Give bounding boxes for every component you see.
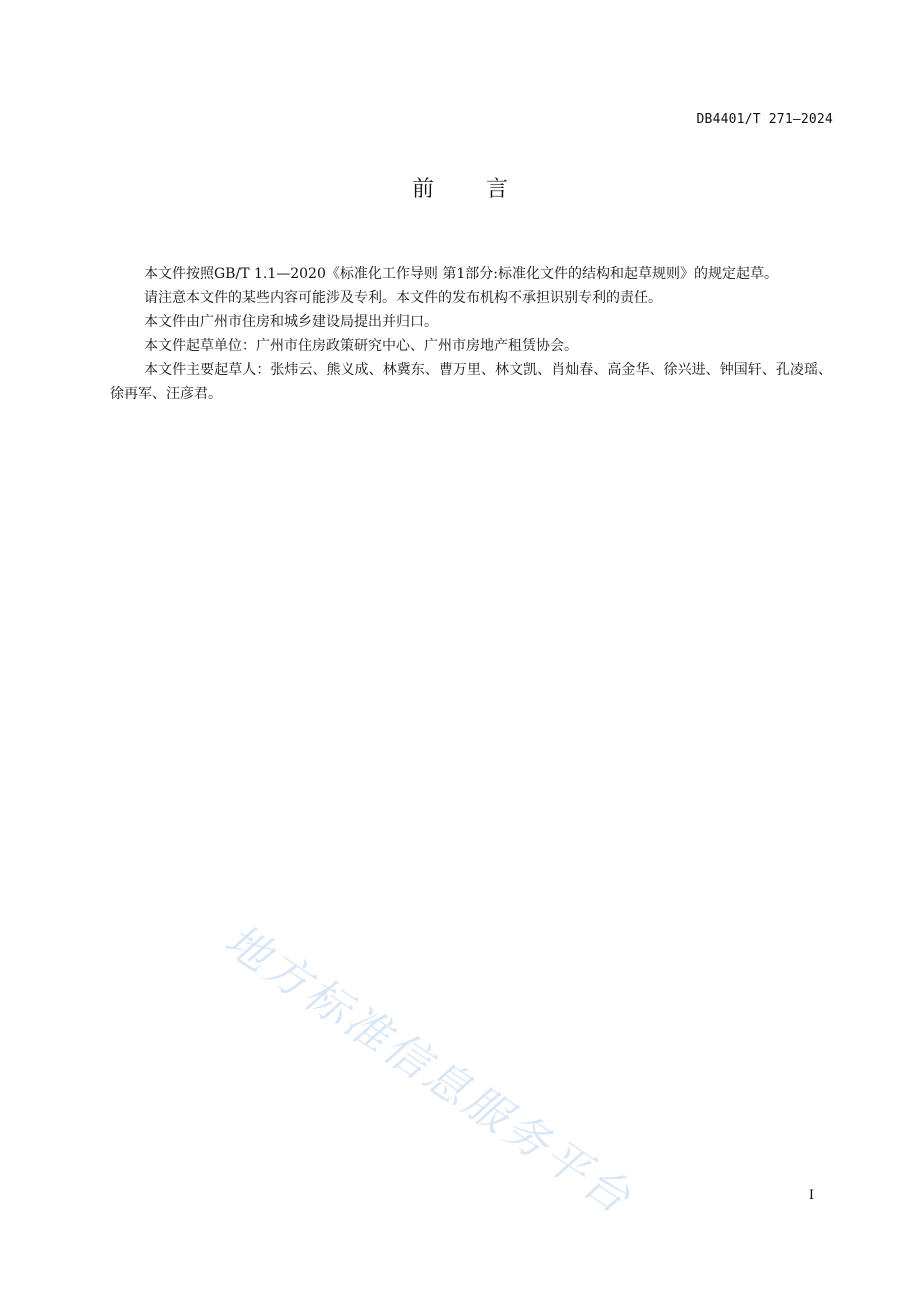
paragraph-drafters: 本文件主要起草人：张炜云、熊义成、林冀东、曹万里、林文凯、肖灿春、高金华、徐兴进、钟国轩、孔凌瑶、徐再军、汪彦君。 [110, 362, 832, 402]
page-title: 前言 [411, 177, 560, 202]
watermark-text: 地方标准信息服务平台 [215, 914, 642, 1226]
document-code: DB4401/T 271—2024 [696, 112, 833, 127]
paragraph-standard-basis: 本文件按照GB/T 1.1—2020《标准化工作导则 第1部分:标准化文件的结构和起草规则》的规定起草。 [144, 266, 778, 282]
page-number: I [808, 1188, 814, 1203]
paragraph-proposer: 本文件由广州市住房和城乡建设局提出并归口。 [144, 314, 438, 330]
paragraph-drafting-units: 本文件起草单位：广州市住房政策研究中心、广州市房地产租赁协会。 [144, 338, 578, 354]
foreword-body [110, 262, 832, 406]
paragraph-patent-notice: 请注意本文件的某些内容可能涉及专利。本文件的发布机构不承担识别专利的责任。 [144, 290, 662, 306]
